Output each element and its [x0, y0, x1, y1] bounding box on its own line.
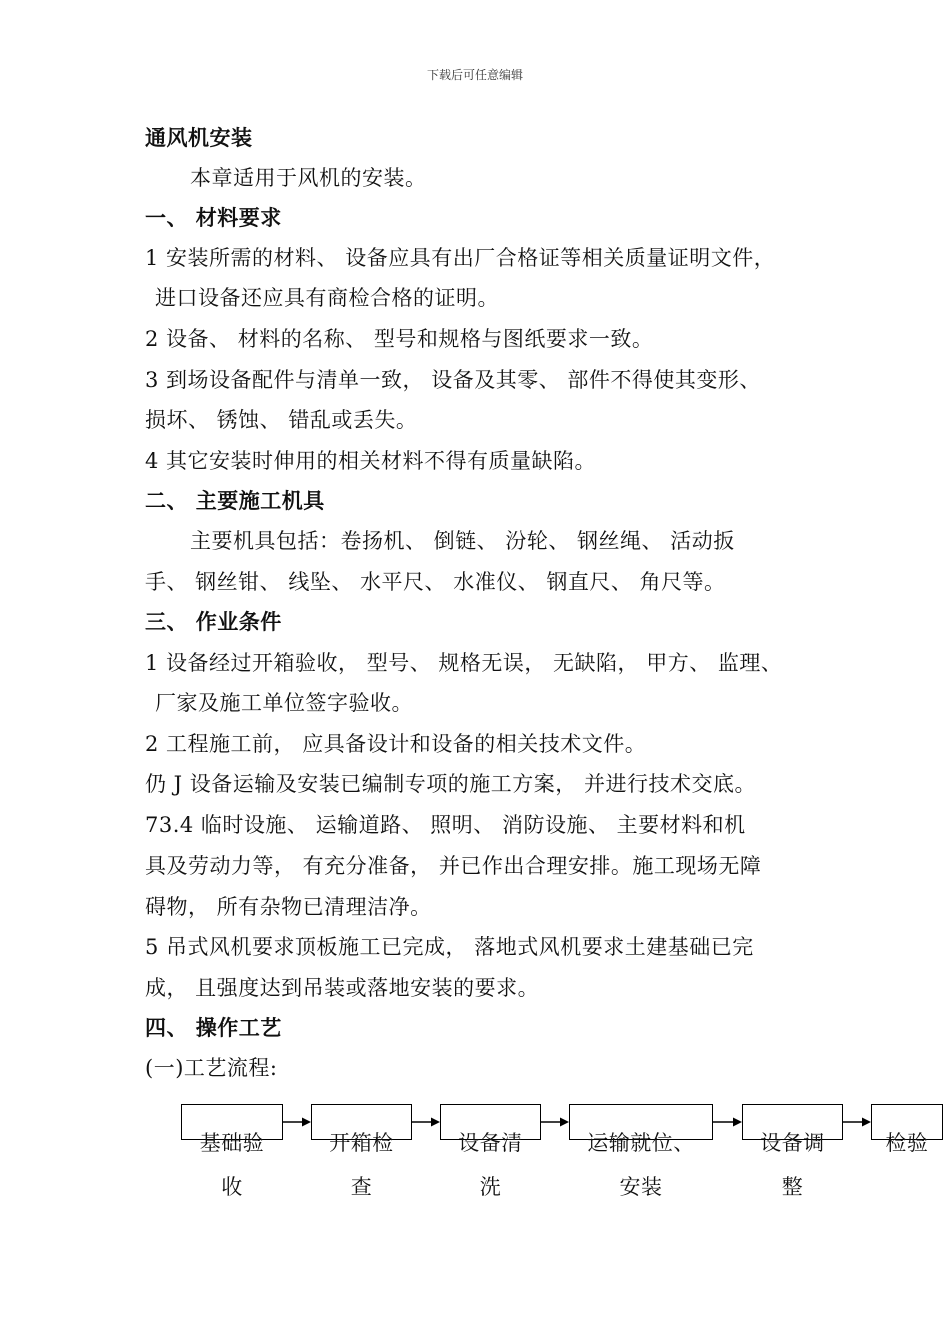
flow-step-label: 设备调 整 — [760, 1131, 825, 1199]
section-1-item: 2 设备、 材料的名称、 型号和规格与图纸要求一致。 — [145, 327, 654, 351]
flow-arrow-icon — [843, 1116, 871, 1128]
flow-step-label: 设备清 洗 — [458, 1131, 523, 1199]
section-1-item: 1 安装所需的材料、 设备应具有出厂合格证等相关质量证明文件， — [145, 246, 776, 270]
document-title: 通风机安装 — [145, 125, 253, 150]
section-1-item: 进口设备还应具有商检合格的证明。 — [155, 286, 499, 310]
flow-step-label: 运输就位、 安装 — [587, 1131, 695, 1199]
section-1-heading: 一、 材料要求 — [145, 205, 282, 230]
section-3-heading: 三、 作业条件 — [145, 609, 282, 634]
section-3-item: 1 设备经过开箱验收， 型号、 规格无误， 无缺陷， 甲方、 监理、 — [145, 651, 783, 675]
section-1-item: 4 其它安装时伸用的相关材料不得有质量缺陷。 — [145, 449, 597, 473]
section-3-item: 仍 J 设备运输及安装已编制专项的施工方案， 并进行技术交底。 — [145, 772, 756, 796]
flow-step-label: 检验 — [885, 1131, 929, 1155]
section-1-item: 损坏、 锈蚀、 错乱或丢失。 — [145, 408, 418, 432]
section-4-heading: 四、 操作工艺 — [145, 1015, 282, 1040]
flow-arrow-icon — [412, 1116, 440, 1128]
section-2-heading: 二、 主要施工机具 — [145, 488, 325, 513]
section-3-item: 2 工程施工前， 应具备设计和设备的相关技术文件。 — [145, 732, 647, 756]
flow-step-label: 开箱检 查 — [329, 1131, 394, 1199]
section-2-text: 主要机具包括：卷扬机、 倒链、 汾轮、 钢丝绳、 活动扳 — [190, 529, 735, 553]
section-3-item: 厂家及施工单位签字验收。 — [155, 691, 413, 715]
flow-arrow-icon — [283, 1116, 311, 1128]
section-3-item: 碍物， 所有杂物已清理洁净。 — [145, 895, 432, 919]
section-1-item: 3 到场设备配件与清单一致， 设备及其零、 部件不得使其变形、 — [145, 368, 761, 392]
flow-arrow-icon — [713, 1116, 742, 1128]
page-header-note: 下载后可任意编辑 — [426, 68, 523, 82]
flow-step-label: 基础验 收 — [199, 1131, 265, 1199]
section-3-item: 73.4 临时设施、 运输道路、 照明、 消防设施、 主要材料和机 — [145, 813, 746, 837]
section-3-item: 5 吊式风机要求顶板施工已完成， 落地式风机要求土建基础已完 — [145, 935, 754, 959]
section-3-item: 成， 且强度达到吊装或落地安装的要求。 — [145, 976, 540, 1000]
flow-arrow-icon — [541, 1116, 569, 1128]
section-2-text: 手、 钢丝钳、 线坠、 水平尺、 水准仪、 钢直尺、 角尺等。 — [145, 570, 726, 594]
section-3-item: 具及劳动力等， 有充分准备， 并已作出合理安排。施工现场无障 — [145, 854, 762, 878]
process-flow-subheading: (一)工艺流程: — [145, 1056, 278, 1080]
intro-text: 本章适用于风机的安装。 — [190, 166, 427, 190]
